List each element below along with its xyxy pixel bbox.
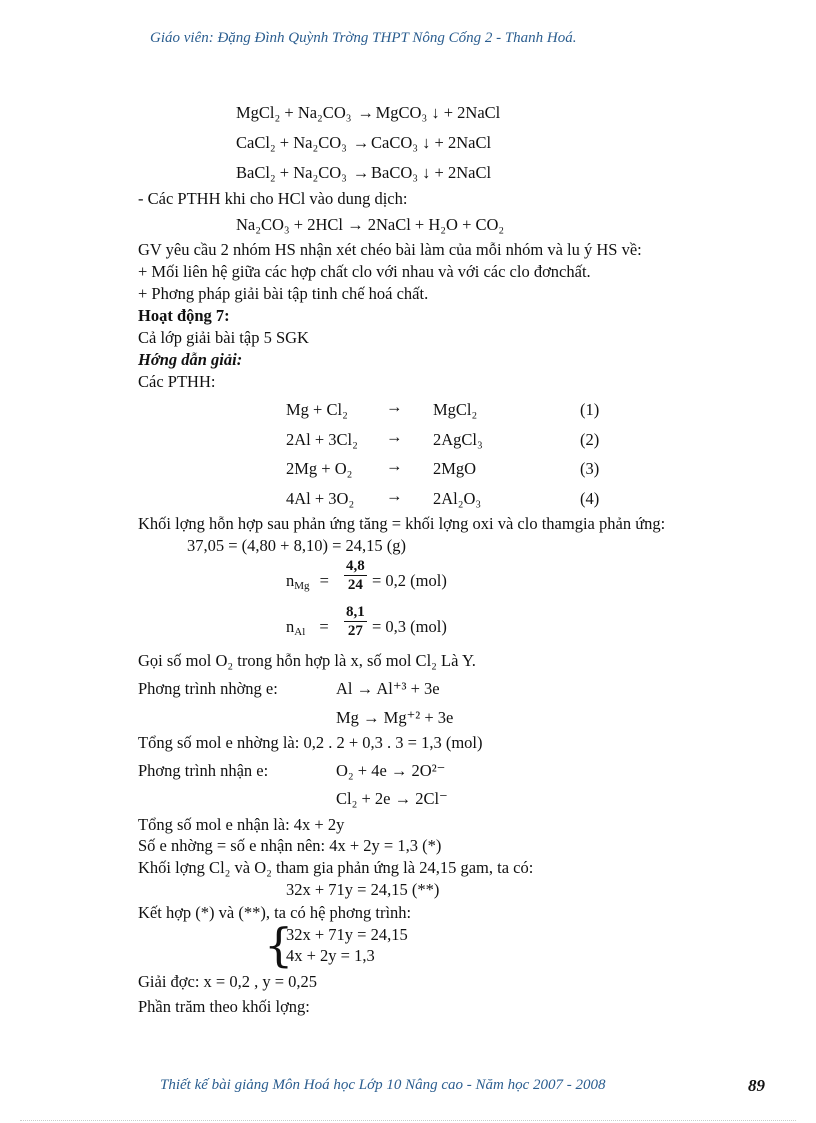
page-number: 89 bbox=[748, 1076, 765, 1095]
bullet-2: + Phơng pháp giải bài tập tinh chế hoá chất. bbox=[138, 284, 429, 303]
pthh-label: Các PTHH: bbox=[138, 372, 216, 391]
reaction-tail: + 2NaCl bbox=[434, 163, 492, 182]
mass-statement: Khối lợng Cl₂ và O₂ tham gia phản ứng là 24,15 gam, ta có: bbox=[138, 858, 534, 877]
mass-increase-line: Khối lợng hỗn hợp sau phản ứng tăng = khối lợng oxi và clo thamgia phản ứng: bbox=[138, 514, 666, 533]
reaction-2-lhs: 2Al + 3Cl₂ bbox=[286, 430, 358, 449]
reaction-4-lhs: 4Al + 3O₂ bbox=[286, 489, 355, 508]
system-brace-icon: { bbox=[264, 918, 294, 972]
arrow-icon: → bbox=[352, 133, 370, 152]
arrow-icon: → bbox=[357, 103, 374, 122]
reaction-tail: + 2NaCl bbox=[434, 133, 492, 152]
solution-line: Giải đợc: x = 0,2 , y = 0,25 bbox=[138, 972, 318, 991]
arrow-icon: → bbox=[386, 486, 403, 505]
down-arrow-icon: ↓ bbox=[422, 133, 431, 152]
arrow-icon: → bbox=[352, 163, 370, 182]
reaction-2-number: (2) bbox=[580, 430, 600, 449]
fraction-numerator: 8,1 bbox=[346, 604, 365, 620]
arrow-icon: → bbox=[386, 397, 403, 416]
system-eq-2: 4x + 2y = 1,3 bbox=[286, 946, 375, 965]
fraction-numerator: 4,8 bbox=[346, 558, 365, 574]
guide-heading: Hớng dẫn giải: bbox=[138, 350, 243, 369]
reaction-3-rhs: 2MgO bbox=[433, 459, 477, 478]
mole-al-label: nAl = bbox=[286, 617, 329, 638]
mass-equation: 32x + 71y = 24,15 (**) bbox=[286, 880, 440, 899]
reaction-1-lhs: Mg + Cl₂ bbox=[286, 400, 348, 419]
mole-mg-label: nMg = bbox=[286, 571, 329, 592]
page-footer: Thiết kế bài giảng Môn Hoá học Lớp 10 Nâng cao - Năm học 2007 - 2008 bbox=[160, 1077, 606, 1093]
fraction-mg bbox=[344, 558, 367, 594]
footer-divider bbox=[20, 1120, 796, 1121]
arrow-icon: → bbox=[386, 427, 403, 446]
pthh-hcl-label: - Các PTHH khi cho HCl vào dung dịch: bbox=[138, 189, 408, 208]
total-accepted: Tổng số mol e nhận là: 4x + 2y bbox=[138, 815, 345, 834]
reaction-3-number: (3) bbox=[580, 459, 600, 478]
reaction-product: CaCO₃ bbox=[371, 133, 419, 152]
reaction-product: BaCO₃ bbox=[371, 163, 419, 182]
reaction-cacl2 bbox=[236, 133, 491, 153]
reaction-mgcl2 bbox=[236, 103, 500, 123]
reaction-tail: + 2NaCl bbox=[443, 103, 501, 122]
reaction-lhs: CaCl₂ + Na₂CO₃ bbox=[236, 133, 347, 152]
mass-calc: 37,05 = (4,80 + 8,10) = 24,15 (g) bbox=[187, 536, 407, 555]
bullet-1: + Mối liên hệ giữa các hợp chất clo với nhau và với các clo đơnchất. bbox=[138, 262, 591, 281]
class-task: Cả lớp giải bài tập 5 SGK bbox=[138, 328, 309, 347]
hcl-equation: Na₂CO₃ + 2HCl → 2NaCl + H₂O + CO₂ bbox=[236, 215, 505, 234]
reaction-bacl2 bbox=[236, 163, 491, 183]
reaction-product: MgCO₃ bbox=[375, 103, 428, 122]
reaction-1-rhs: MgCl₂ bbox=[433, 400, 478, 419]
acceptance-cl2: Cl₂ + 2e → 2Cl⁻ bbox=[336, 789, 448, 808]
percent-label: Phần trăm theo khối lợng: bbox=[138, 997, 310, 1016]
mole-al-result: = 0,3 (mol) bbox=[372, 617, 447, 636]
reaction-lhs: BaCl₂ + Na₂CO₃ bbox=[236, 163, 347, 182]
activity-heading: Hoạt động 7: bbox=[138, 306, 230, 325]
donation-mg: Mg → Mg⁺² + 3e bbox=[336, 708, 454, 727]
reaction-4-number: (4) bbox=[580, 489, 600, 508]
total-donated: Tổng số mol e nhờng là: 0,2 . 2 + 0,3 . 3 = 1,3 (mol) bbox=[138, 733, 483, 752]
reaction-1-number: (1) bbox=[580, 400, 600, 419]
fraction-denominator: 24 bbox=[347, 577, 363, 593]
down-arrow-icon: ↓ bbox=[431, 103, 440, 122]
mole-mg-sub: Mg bbox=[294, 580, 310, 592]
reaction-4-rhs: 2Al₂O₃ bbox=[433, 489, 482, 508]
down-arrow-icon: ↓ bbox=[422, 163, 431, 182]
acceptance-label: Phơng trình nhận e: bbox=[138, 761, 269, 780]
combine-line: Kết hợp (*) và (**), ta có hệ phơng trình: bbox=[138, 903, 412, 922]
donation-al: Al → Al⁺³ + 3e bbox=[336, 679, 440, 698]
fraction-al bbox=[344, 604, 367, 640]
page-header: Giáo viên: Đặng Đình Quỳnh Trờng THPT Nông Cống 2 - Thanh Hoá. bbox=[150, 30, 577, 46]
reaction-2-rhs: 2AgCl₃ bbox=[433, 430, 483, 449]
mole-al-sub: Al bbox=[294, 626, 306, 638]
reaction-3-lhs: 2Mg + O₂ bbox=[286, 459, 353, 478]
reaction-lhs: MgCl₂ + Na₂CO₃ bbox=[236, 103, 352, 122]
acceptance-o2: O₂ + 4e → 2O²⁻ bbox=[336, 761, 446, 780]
let-variables: Gọi số mol O₂ trong hỗn hợp là x, số mol Cl₂ Là Y. bbox=[138, 651, 476, 670]
gv-instruction: GV yêu cầu 2 nhóm HS nhận xét chéo bài làm của mỗi nhóm và lu ý HS về: bbox=[138, 240, 642, 259]
donation-label: Phơng trình nhờng e: bbox=[138, 679, 278, 698]
arrow-icon: → bbox=[386, 456, 403, 475]
electron-balance: Số e nhờng = số e nhận nên: 4x + 2y = 1,3 (*) bbox=[138, 836, 442, 855]
fraction-denominator: 27 bbox=[347, 623, 363, 639]
mole-mg-result: = 0,2 (mol) bbox=[372, 571, 447, 590]
system-eq-1: 32x + 71y = 24,15 bbox=[286, 925, 408, 944]
